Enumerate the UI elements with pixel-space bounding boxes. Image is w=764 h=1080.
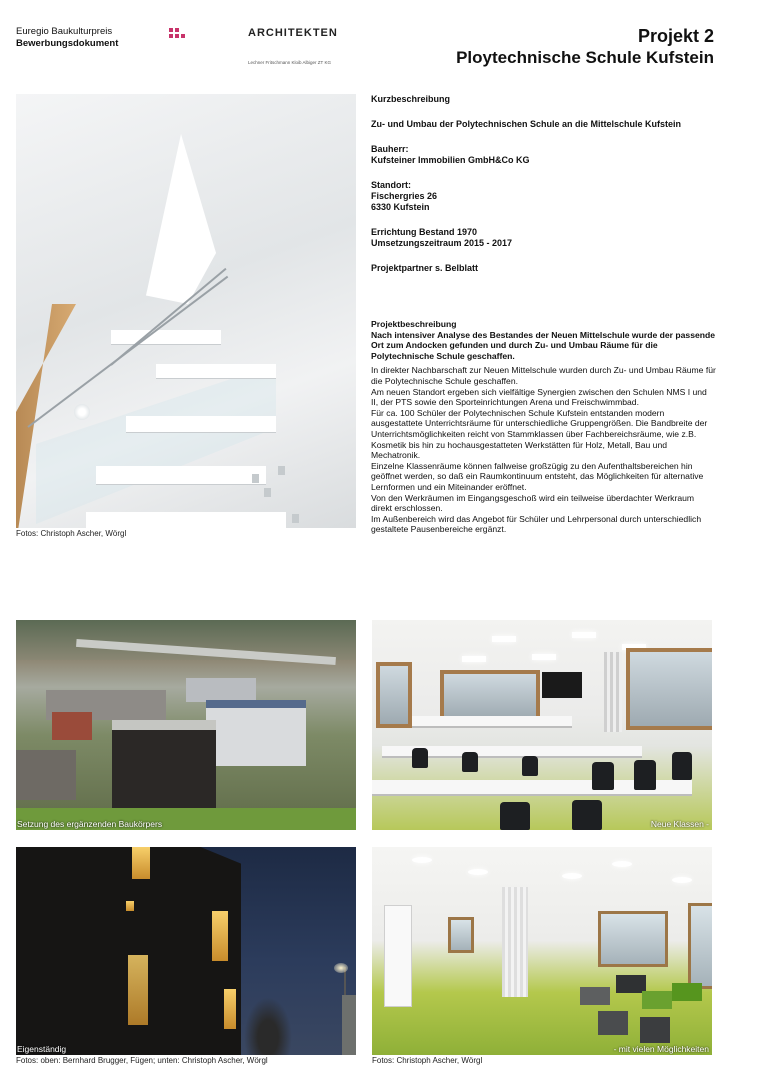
location-street: Fischergries 26 (371, 191, 438, 201)
ceiling-light (462, 656, 486, 662)
org-name: Euregio Baukulturpreis (16, 26, 113, 37)
ceiling-light (562, 873, 582, 879)
client-label: Bauherr: (371, 144, 409, 154)
partition-curtain (604, 652, 622, 732)
ceiling-light (532, 654, 556, 660)
seating-module (580, 987, 610, 1005)
chair (462, 752, 478, 772)
tree (244, 997, 292, 1055)
stair-step (111, 330, 221, 345)
ceiling-light (672, 877, 692, 883)
architect-subtitle: Lechner Fritschmann Kloib Albiger ZT KG (248, 60, 331, 65)
stair-step (86, 512, 286, 528)
document-header-org (16, 26, 118, 50)
chair (572, 800, 602, 830)
wall-opening (252, 474, 259, 483)
project-partners: Projektpartner s. Belblatt (371, 263, 479, 273)
door (384, 905, 412, 1007)
project-description (371, 319, 716, 535)
project-facts (371, 94, 716, 274)
seating-module (672, 983, 702, 1001)
ceiling-light (412, 857, 432, 863)
ceiling-light (468, 869, 488, 875)
window (626, 648, 712, 730)
window (598, 911, 668, 967)
window (376, 662, 412, 728)
corridor-photo (372, 847, 712, 1055)
client-value: Kufsteiner Immobilien GmbH&Co KG (371, 155, 530, 165)
main-photo-credit: Fotos: Christoph Ascher, Wörgl (16, 529, 127, 538)
project-title (456, 26, 714, 68)
wall-opening (292, 514, 299, 523)
street-lamp-icon (334, 963, 348, 973)
building (52, 712, 92, 740)
stair-step (96, 466, 266, 485)
description-paragraph: Am neuen Standort ergeben sich vielfältige Synergien zwischen den Schulen NMS I und II, der PTS sowie den Sporteinrichtungen Arena und Freischwimmbad. (371, 386, 707, 408)
lit-window (126, 901, 134, 911)
perforated-window (128, 955, 148, 1025)
location-label: Standort: (371, 180, 411, 190)
glass-balustrade (36, 364, 276, 524)
description-paragraph: Für ca. 100 Schüler der Polytechnischen Schule Kufstein entstanden modern ausgestattete Unterrichtsräume für unterschiedliche Gruppengrößen. Die Bandbreite der Unterrichtsmöglichkeiten reicht von Stammklassen über Fachbereichsräume, wie z.B. Kosmetik bis hin zu hochausgestatteten Werkstätten für Holz, Metall, Bau und Mechatronik. (371, 407, 708, 461)
lit-window (132, 847, 150, 879)
location-city: 6330 Kufstein (371, 202, 430, 212)
window (688, 903, 712, 989)
staircase-photo (16, 94, 356, 528)
classroom-photo (372, 620, 712, 830)
chair (522, 756, 538, 776)
chair (672, 752, 692, 780)
window (448, 917, 474, 953)
window (440, 670, 540, 722)
wall-screen (542, 672, 582, 698)
stair-step (156, 364, 276, 379)
new-annex-building (112, 720, 216, 808)
short-description-text: Zu- und Umbau der Polytechnischen Schule an die Mittelschule Kufstein (371, 119, 682, 129)
bottom-right-photo-credit: Fotos: Christoph Ascher, Wörgl (372, 1056, 483, 1065)
project-number: Projekt 2 (637, 26, 714, 46)
bottom-left-photo-credit: Fotos: oben: Bernhard Brugger, Fügen; unten: Christoph Ascher, Wörgl (16, 1056, 268, 1065)
building (16, 750, 76, 800)
aerial-photo-caption: Setzung des ergänzenden Baukörpers (17, 819, 163, 829)
project-name: Ploytechnische Schule Kufstein (456, 48, 714, 67)
ceiling-light (572, 632, 596, 638)
description-paragraph: In direkter Nachbarschaft zur Neuen Mittelschule wurden durch Zu- und Umbau Räume für die Polytechnische Schule geschaffen. (371, 365, 716, 386)
wall-lamp (74, 404, 90, 420)
wall-opening (264, 488, 271, 497)
skylight (146, 134, 216, 304)
description-heading: Projektbeschreibung (371, 319, 457, 329)
stair-step (126, 416, 276, 433)
architect-title: ARCHITEKTEN (248, 27, 338, 39)
school-building (206, 700, 306, 766)
folding-partition (502, 887, 528, 997)
building (186, 678, 256, 702)
document-type: Bewerbungsdokument (16, 38, 119, 49)
noise-barrier (342, 995, 356, 1055)
chair (634, 760, 656, 790)
table (412, 716, 572, 728)
night-photo-caption: Eigenständig (17, 1044, 67, 1054)
description-intro: Nach intensiver Analyse des Bestandes der Neuen Mittelschule wurde der passende Ort zum Andocken gefunden und durch Zu- und Umbau Räume für die Polytechnische Schule geschaffen. (371, 329, 716, 361)
short-description-heading: Kurzbeschreibung (371, 94, 451, 104)
night-facade-photo (16, 847, 356, 1055)
construction-year: Errichtung Bestand 1970 (371, 227, 478, 237)
chair (412, 748, 428, 768)
architect-logo-icon (169, 28, 187, 40)
chair (592, 762, 614, 790)
classroom-photo-caption: Neue Klassen - (650, 819, 709, 829)
ceiling-light (612, 861, 632, 867)
lit-window (224, 989, 236, 1029)
chair (500, 802, 530, 830)
wall-opening (278, 466, 285, 475)
aerial-photo (16, 620, 356, 830)
implementation-period: Umsetzungszeitraum 2015 - 2017 (371, 238, 513, 248)
seating-module (640, 1017, 670, 1043)
seating-module (642, 991, 672, 1009)
description-paragraph: Im Außenbereich wird das Angebot für Schüler und Lehrpersonal durch unterschiedlich gestaltete Pausenbereiche ergänzt. (371, 513, 702, 535)
corridor-photo-caption: - mit vielen Möglichkeiten (613, 1044, 709, 1054)
seating-module (598, 1011, 628, 1035)
lit-window (212, 911, 228, 961)
description-paragraph: Von den Werkräumen im Eingangsgeschoß wird ein teilweise überdachter Werkraum direkt erschlossen. (371, 492, 695, 514)
description-paragraph: Einzelne Klassenräume können fallweise großzügig zu den Aufenthaltsbereichen hin geöffnet werden, so daß ein Raumkontinuum entsteht, das Möglichkeiten für alternative Lernformen und ein Miteinander eröffnet. (371, 460, 704, 492)
ceiling-light (492, 636, 516, 642)
